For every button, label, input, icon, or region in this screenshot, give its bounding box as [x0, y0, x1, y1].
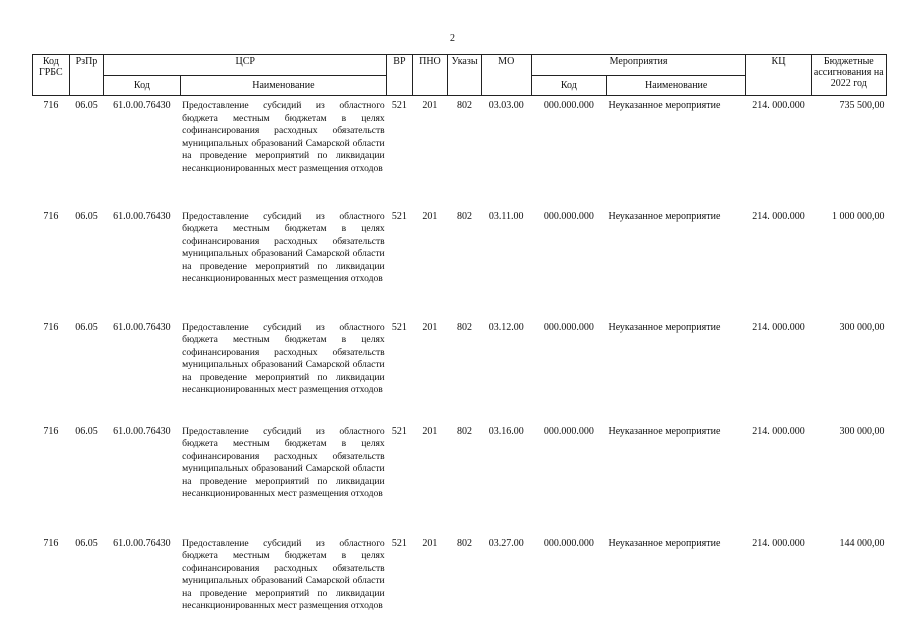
cell-csr-name: Предоставление субсидий из областного бюджета местным бюджетам в целях софинансирования расходных обязательств муниципальных образований Самарской области на проведение мероприятий по ликвидации несанкционированных мест размещения отходов	[182, 321, 385, 395]
table-body	[33, 96, 887, 630]
cell-ukazy: 802	[457, 537, 473, 549]
cell-grbs: 716	[43, 537, 59, 549]
cell-ukazy: 802	[457, 321, 473, 333]
cell-mo: 03.16.00	[488, 425, 524, 437]
cell-kc: 214. 000.000	[752, 210, 805, 222]
header-rzpr: РзПр	[69, 55, 104, 96]
cell-pno: 201	[422, 321, 438, 333]
cell-csr-name: Предоставление субсидий из областного бюджета местным бюджетам в целях софинансирования расходных обязательств муниципальных образований Самарской области на проведение мероприятий по ликвидации несанкционированных мест размещения отходов	[182, 210, 385, 284]
header-kod-grbs: Код ГРБС	[33, 55, 70, 96]
header-csr-name: Наименование	[180, 76, 387, 96]
cell-vr: 521	[391, 537, 407, 549]
header-budget: Бюджетные ассигнования на 2022 год	[811, 55, 886, 96]
cell-rzpr: 06.05	[75, 321, 98, 333]
cell-amount: 1 000 000,00	[832, 210, 885, 222]
cell-csr-code: 61.0.00.76430	[113, 210, 171, 222]
cell-mer-code: 000.000.000	[543, 100, 594, 111]
table-row	[33, 422, 887, 534]
header-csr: ЦСР	[104, 55, 387, 76]
cell-ukazy: 802	[457, 210, 473, 222]
cell-pno: 201	[422, 100, 438, 111]
cell-amount: 300 000,00	[839, 321, 885, 333]
cell-mo: 03.27.00	[488, 537, 524, 549]
cell-grbs: 716	[43, 210, 59, 222]
cell-vr: 521	[391, 210, 407, 222]
header-csr-kod: Код	[104, 76, 180, 96]
cell-csr-code: 61.0.00.76430	[113, 321, 171, 333]
cell-mer-name: Неуказанное мероприятие	[608, 321, 721, 333]
table-header	[33, 55, 887, 96]
table-row	[33, 534, 887, 630]
cell-mer-name: Неуказанное мероприятие	[608, 100, 721, 111]
budget-table	[32, 54, 887, 630]
page-number: 2	[450, 33, 455, 44]
cell-mer-name: Неуказанное мероприятие	[608, 537, 721, 549]
cell-mer-name: Неуказанное мероприятие	[608, 210, 721, 222]
cell-csr-name: Предоставление субсидий из областного бюджета местным бюджетам в целях софинансирования расходных обязательств муниципальных образований Самарской области на проведение мероприятий по ликвидации несанкционированных мест размещения отходов	[182, 537, 385, 611]
cell-vr: 521	[391, 321, 407, 333]
header-kc: КЦ	[746, 55, 811, 96]
cell-kc: 214. 000.000	[752, 100, 805, 111]
header-mo: МО	[481, 55, 531, 96]
cell-csr-name: Предоставление субсидий из областного бюджета местным бюджетам в целях софинансирования расходных обязательств муниципальных образований Самарской области на проведение мероприятий по ликвидации несанкционированных мест размещения отходов	[182, 425, 385, 499]
table-row	[33, 318, 887, 422]
cell-rzpr: 06.05	[75, 537, 98, 549]
cell-pno: 201	[422, 210, 438, 222]
cell-amount: 735 500,00	[839, 100, 885, 111]
cell-mo: 03.11.00	[488, 210, 524, 222]
cell-vr: 521	[391, 100, 407, 111]
header-vr: ВР	[387, 55, 412, 96]
cell-amount: 300 000,00	[839, 425, 885, 437]
cell-mo: 03.12.00	[488, 321, 524, 333]
cell-rzpr: 06.05	[75, 425, 98, 437]
header-mer-name: Наименование	[606, 76, 745, 96]
cell-csr-code: 61.0.00.76430	[113, 425, 171, 437]
cell-mo: 03.03.00	[488, 100, 524, 111]
cell-grbs: 716	[43, 100, 59, 111]
cell-grbs: 716	[43, 425, 59, 437]
table-row	[33, 207, 887, 318]
cell-csr-code: 61.0.00.76430	[113, 100, 171, 111]
cell-mer-code: 000.000.000	[543, 210, 594, 222]
cell-csr-name: Предоставление субсидий из областного бюджета местным бюджетам в целях софинансирования расходных обязательств муниципальных образований Самарской области на проведение мероприятий по ликвидации несанкционированных мест размещения отходов	[182, 100, 385, 174]
header-pno: ПНО	[412, 55, 448, 96]
cell-mer-name: Неуказанное мероприятие	[608, 425, 721, 437]
cell-kc: 214. 000.000	[752, 321, 805, 333]
cell-ukazy: 802	[457, 425, 473, 437]
cell-kc: 214. 000.000	[752, 425, 805, 437]
cell-kc: 214. 000.000	[752, 537, 805, 549]
cell-amount: 144 000,00	[839, 537, 885, 549]
header-meropriyatiya: Мероприятия	[531, 55, 746, 76]
table-row	[33, 96, 887, 207]
cell-pno: 201	[422, 425, 438, 437]
cell-mer-code: 000.000.000	[543, 537, 594, 549]
cell-grbs: 716	[43, 321, 59, 333]
cell-csr-code: 61.0.00.76430	[113, 537, 171, 549]
cell-rzpr: 06.05	[75, 210, 98, 222]
header-mer-kod: Код	[531, 76, 606, 96]
cell-mer-code: 000.000.000	[543, 321, 594, 333]
cell-rzpr: 06.05	[75, 100, 98, 111]
cell-ukazy: 802	[457, 100, 473, 111]
cell-mer-code: 000.000.000	[543, 425, 594, 437]
header-ukazy: Указы	[448, 55, 482, 96]
cell-pno: 201	[422, 537, 438, 549]
cell-vr: 521	[391, 425, 407, 437]
